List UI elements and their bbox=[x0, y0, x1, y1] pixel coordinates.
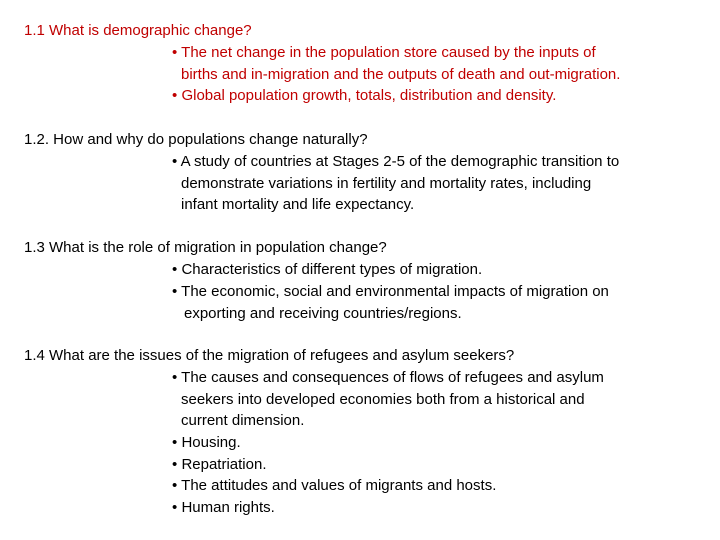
bullet-item bbox=[172, 281, 609, 324]
bullet-dot: • bbox=[172, 456, 178, 473]
bullet-text: The economic, social and environmental impacts of migration on bbox=[181, 283, 609, 300]
bullet-dot: • bbox=[172, 499, 178, 516]
bullet-dot: • bbox=[172, 261, 178, 278]
bullet-text: A study of countries at Stages 2-5 of the demographic transition to bbox=[180, 153, 620, 170]
bullet-dot: • bbox=[172, 369, 178, 386]
bullet-text: The attitudes and values of migrants and hosts. bbox=[181, 477, 497, 494]
bullet-text: Characteristics of different types of migration. bbox=[181, 261, 483, 278]
bullet-dot: • bbox=[172, 44, 178, 61]
bullet-text: seekers into developed economies both from a historical and bbox=[181, 390, 585, 408]
section-heading: 1.3 What is the role of migration in population change? bbox=[24, 239, 387, 256]
bullet-item bbox=[172, 475, 496, 497]
bullet-text: Human rights. bbox=[181, 499, 275, 516]
section-heading: 1.1 What is demographic change? bbox=[24, 22, 252, 39]
bullet-dot: • bbox=[172, 434, 178, 451]
bullet-item bbox=[172, 259, 482, 281]
bullet-text: The net change in the population store caused by the inputs of bbox=[181, 44, 596, 61]
section-heading: 1.4 What are the issues of the migration of refugees and asylum seekers? bbox=[24, 347, 515, 364]
bullet-item bbox=[172, 432, 241, 454]
bullet-text: births and in-migration and the outputs of death and out-migration. bbox=[181, 65, 621, 83]
bullet-text: Repatriation. bbox=[181, 456, 267, 473]
bullet-item bbox=[172, 367, 604, 432]
bullet-text: exporting and receiving countries/regions. bbox=[184, 304, 462, 322]
bullet-dot: • bbox=[172, 153, 178, 170]
bullet-text: demonstrate variations in fertility and mortality rates, including bbox=[181, 174, 592, 192]
bullet-item bbox=[172, 497, 275, 519]
bullet-item bbox=[172, 42, 620, 85]
bullet-dot: • bbox=[172, 283, 178, 300]
bullet-item bbox=[172, 85, 556, 107]
bullet-text: Global population growth, totals, distribution and density. bbox=[181, 87, 557, 104]
bullet-text: The causes and consequences of flows of refugees and asylum bbox=[181, 369, 604, 386]
bullet-dot: • bbox=[172, 477, 178, 494]
bullet-item bbox=[172, 151, 619, 216]
bullet-text: Housing. bbox=[181, 434, 241, 451]
bullet-text: infant mortality and life expectancy. bbox=[181, 196, 415, 213]
bullet-item bbox=[172, 454, 267, 476]
section-heading: 1.2. How and why do populations change naturally? bbox=[24, 131, 368, 148]
bullet-dot: • bbox=[172, 87, 178, 104]
bullet-text: current dimension. bbox=[181, 412, 305, 429]
